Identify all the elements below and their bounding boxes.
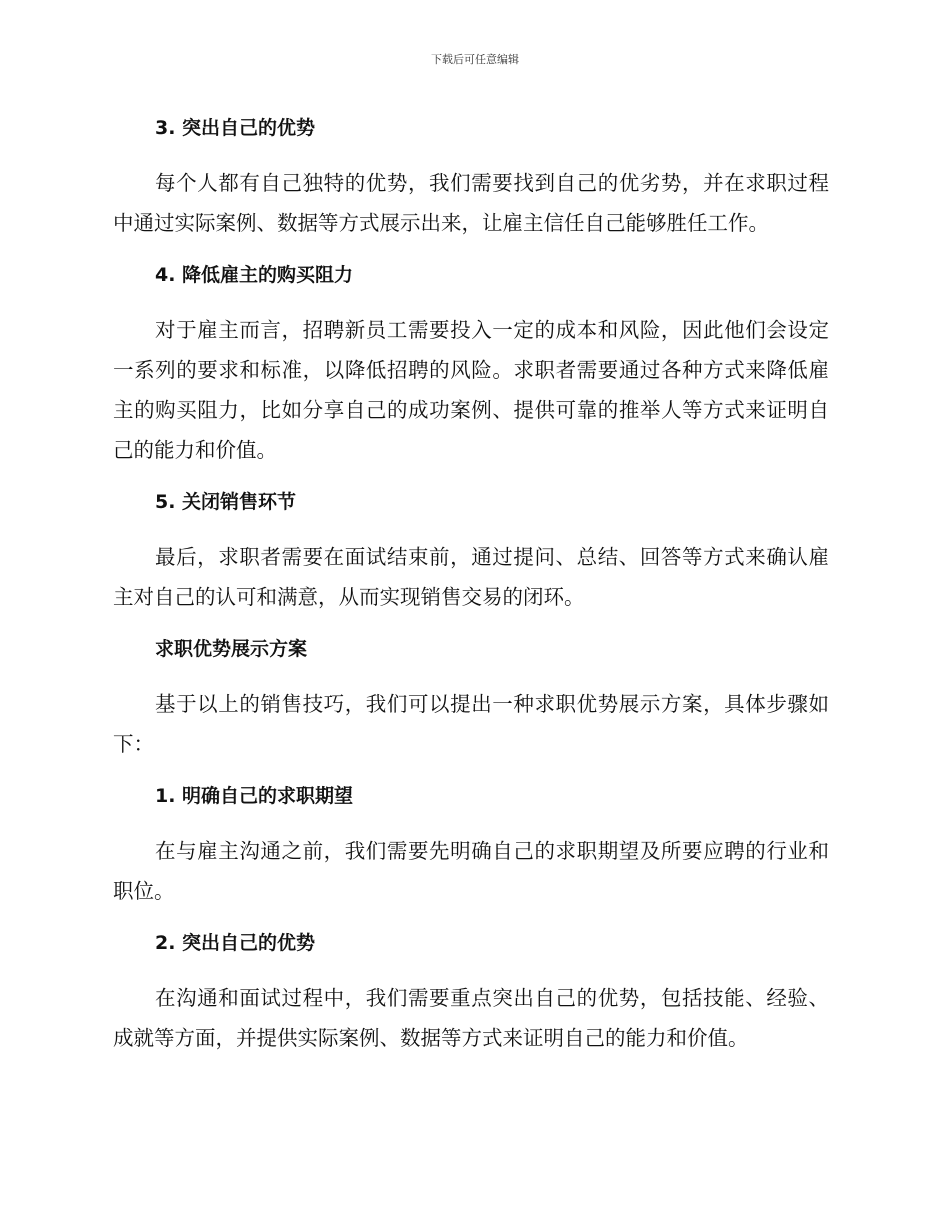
- section-paragraph: 每个人都有自己独特的优势，我们需要找到自己的优劣势，并在求职过程中通过实际案例、数据等方式展示出来，让雇主信任自己能够胜任工作。: [113, 171, 829, 235]
- section-3: [113, 108, 829, 255]
- section-heading: 3. 突出自己的优势: [155, 117, 316, 139]
- page-header: 下载后可任意编辑: [431, 53, 519, 66]
- section-heading: 4. 降低雇主的购买阻力: [155, 264, 354, 286]
- section-heading: 2. 突出自己的优势: [155, 932, 316, 954]
- section-heading: 求职优势展示方案: [155, 638, 308, 660]
- section-4: [113, 255, 829, 482]
- section-paragraph: 对于雇主而言，招聘新员工需要投入一定的成本和风险，因此他们会设定一系列的要求和标准，以降低招聘的风险。求职者需要通过各种方式来降低雇主的购买阻力，比如分享自己的成功案例、提供可靠的推举人等方式来证明自己的能力和价值。: [113, 318, 829, 462]
- section-1: [113, 776, 829, 923]
- section-5: [113, 482, 829, 629]
- section-2: [113, 923, 829, 1058]
- section-paragraph: 在与雇主沟通之前，我们需要先明确自己的求职期望及所要应聘的行业和职位。: [113, 839, 829, 903]
- section-paragraph: 基于以上的销售技巧，我们可以提出一种求职优势展示方案，具体步骤如下：: [113, 692, 829, 756]
- section-heading: 5. 关闭销售环节: [155, 491, 297, 513]
- section-heading: 1. 明确自己的求职期望: [155, 785, 354, 807]
- section-paragraph: 最后，求职者需要在面试结束前，通过提问、总结、回答等方式来确认雇主对自己的认可和满意，从而实现销售交易的闭环。: [113, 545, 829, 609]
- section-plan: [113, 629, 829, 776]
- section-paragraph: 在沟通和面试过程中，我们需要重点突出自己的优势，包括技能、经验、成就等方面，并提供实际案例、数据等方式来证明自己的能力和价值。: [113, 986, 829, 1050]
- document-body: [113, 108, 829, 1058]
